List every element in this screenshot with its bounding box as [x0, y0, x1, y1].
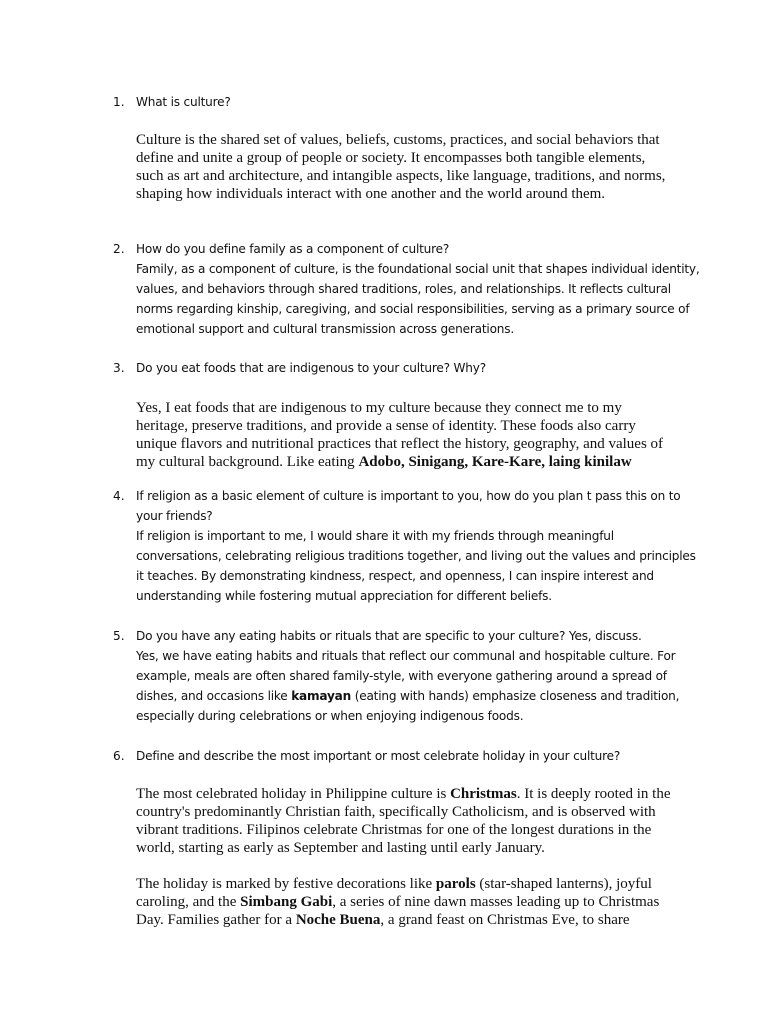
answer-line: Culture is the shared set of values, beliefs, customs, practices, and social behaviors that — [136, 132, 660, 148]
answer-line: heritage, preserve traditions, and provide a sense of identity. These foods also carry — [136, 418, 636, 434]
answer-text: (star-shaped lanterns), joyful — [475, 876, 652, 892]
answer-line: world, starting as early as September and lasting until early January. — [136, 840, 545, 856]
answer-text: The most celebrated holiday in Philippine culture is — [136, 786, 451, 802]
answer-line: values, and behaviors through shared traditions, roles, and relationships. It reflects cultural — [136, 282, 671, 296]
answer-line: Yes, we have eating habits and rituals that reflect our communal and hospitable culture. For — [136, 649, 676, 663]
food-list: Adobo, Sinigang, Kare-Kare, laing kinilaw — [358, 454, 632, 470]
question-line: Do you have any eating habits or rituals that are specific to your culture? Yes, discuss. — [136, 629, 642, 643]
item-number: 2. — [113, 242, 125, 256]
answer-line: shaping how individuals interact with one another and the world around them. — [136, 186, 606, 202]
answer-line — [136, 893, 696, 911]
answer-2 — [136, 259, 700, 339]
question-5 — [136, 626, 696, 646]
question-line: What is culture? — [136, 95, 231, 109]
answer-line — [136, 785, 696, 803]
question-line: your friends? — [136, 509, 213, 523]
question-line: Do you eat foods that are indigenous to your culture? Why? — [136, 361, 486, 375]
answer-text: my cultural background. Like eating — [136, 454, 359, 470]
answer-text: Day. Families gather for a — [136, 912, 296, 928]
answer-4 — [136, 526, 696, 606]
answer-line — [136, 453, 696, 471]
answer-3 — [136, 399, 696, 471]
answer-text: (eating with hands) emphasize closeness and tradition, — [351, 689, 680, 703]
question-6 — [136, 746, 696, 766]
parols-term: parols — [435, 876, 476, 892]
answer-line: define and unite a group of people or society. It encompasses both tangible elements, — [136, 150, 646, 166]
answer-line — [136, 686, 696, 706]
answer-text: caroling, and the — [136, 894, 241, 910]
answer-line: If religion is important to me, I would share it with my friends through meaningful — [136, 529, 614, 543]
answer-text: , a series of nine dawn masses leading up to Christmas — [332, 894, 660, 910]
answer-text: dishes, and occasions like — [136, 689, 292, 703]
answer-line — [136, 875, 696, 893]
answer-line: Yes, I eat foods that are indigenous to my culture because they connect me to my — [136, 400, 622, 416]
christmas-term: Christmas — [450, 786, 517, 802]
answer-line: vibrant traditions. Filipinos celebrate Christmas for one of the longest durations in the — [136, 822, 652, 838]
question-line: Define and describe the most important or most celebrate holiday in your culture? — [136, 749, 621, 763]
answer-line: norms regarding kinship, caregiving, and social responsibilities, serving as a primary source of — [136, 302, 690, 316]
question-line: If religion as a basic element of culture is important to you, how do you plan t pass this on to — [136, 489, 681, 503]
answer-line: conversations, celebrating religious traditions together, and living out the values and principles — [136, 549, 696, 563]
answer-line: understanding while fostering mutual appreciation for different beliefs. — [136, 589, 552, 603]
answer-text: The holiday is marked by festive decorations like — [136, 876, 436, 892]
item-number: 5. — [113, 629, 125, 643]
answer-line: such as art and architecture, and intangible aspects, like language, traditions, and norms, — [136, 168, 666, 184]
answer-line: unique flavors and nutritional practices that reflect the history, geography, and values of — [136, 436, 664, 452]
answer-line: it teaches. By demonstrating kindness, respect, and openness, I can inspire interest and — [136, 569, 654, 583]
answer-6-continued — [136, 875, 696, 929]
answer-text: , a grand feast on Christmas Eve, to share — [380, 912, 630, 928]
answer-line: especially during celebrations or when enjoying indigenous foods. — [136, 709, 524, 723]
answer-text: . It is deeply rooted in the — [516, 786, 671, 802]
answer-5 — [136, 646, 696, 726]
kamayan-term: kamayan — [291, 689, 352, 703]
noche-buena-term: Noche Buena — [295, 912, 381, 928]
item-number: 6. — [113, 749, 125, 763]
item-number: 3. — [113, 361, 125, 375]
answer-6 — [136, 785, 696, 857]
question-2 — [136, 239, 696, 259]
simbang-gabi-term: Simbang Gabi — [240, 894, 333, 910]
answer-1 — [136, 131, 696, 203]
question-3 — [136, 358, 696, 378]
answer-line: Family, as a component of culture, is the foundational social unit that shapes individual identity, — [136, 262, 700, 276]
answer-line: example, meals are often shared family-style, with everyone gathering around a spread of — [136, 669, 667, 683]
item-number: 1. — [113, 95, 125, 109]
question-4 — [136, 486, 696, 526]
item-number: 4. — [113, 489, 125, 503]
question-line: How do you define family as a component of culture? — [136, 242, 450, 256]
answer-line — [136, 911, 696, 929]
answer-line: emotional support and cultural transmission across generations. — [136, 322, 514, 336]
question-1 — [136, 92, 696, 112]
answer-line: country's predominantly Christian faith, specifically Catholicism, and is observed with — [136, 804, 656, 820]
